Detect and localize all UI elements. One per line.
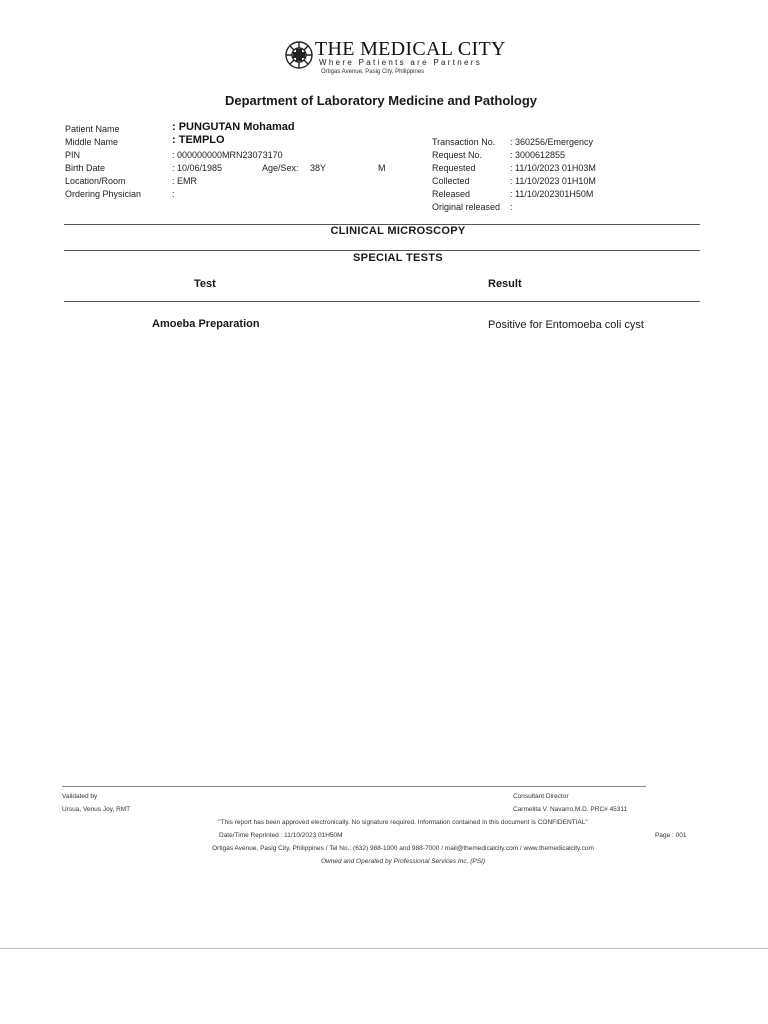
original-released-label: Original released — [432, 202, 501, 212]
footer-divider — [62, 786, 646, 787]
consultant-name: Carmelita V. Navarro,M.D. PRC# 45311 — [513, 806, 628, 813]
collected-label: Collected — [432, 176, 470, 186]
validated-by-name: Ursua, Venus Joy, RMT — [62, 806, 131, 813]
scan-edge-line — [0, 948, 768, 949]
requested-value: : 11/10/2023 01H03M — [510, 163, 596, 173]
section-title: CLINICAL MICROSCOPY — [330, 225, 466, 237]
test-name: Amoeba Preparation — [152, 318, 260, 330]
request-label: Request No. — [432, 150, 483, 160]
age-sex-label: Age/Sex: — [262, 163, 299, 173]
request-value: : 3000612855 — [510, 150, 566, 160]
divider — [64, 250, 700, 251]
collected-value: : 11/10/2023 01H10M — [510, 176, 596, 186]
pin-value: : 000000000MRN23073170 — [172, 150, 283, 160]
subsection-title: SPECIAL TESTS — [353, 252, 443, 264]
brand-tagline: Where Patients are Partners — [319, 58, 483, 67]
confidential-notice: "This report has been approved electronically. No signature required. Information contained in this document is CONFIDENTIAL" — [218, 819, 588, 826]
page-number: Page : 001 — [655, 832, 687, 839]
requested-label: Requested — [432, 163, 476, 173]
released-label: Released — [432, 189, 471, 199]
middle-name-label: Middle Name — [65, 137, 119, 147]
birth-date-value: : 10/06/1985 — [172, 163, 223, 173]
sex-value: M — [378, 163, 386, 173]
released-value: : 11/10/202301H50M — [510, 189, 594, 199]
middle-name-value: : TEMPLO — [172, 134, 225, 146]
physician-label: Ordering Physician — [65, 189, 142, 199]
birth-date-label: Birth Date — [65, 163, 106, 173]
column-header-test: Test — [194, 278, 216, 290]
contact-info: Ortigas Avenue, Pasig City, Philippines / Tel No.: (632) 988-1000 and 988-7000 / mail@themedicalcity.com / www.themedicalcity.com — [212, 845, 594, 852]
transaction-label: Transaction No. — [432, 137, 496, 147]
physician-value: : — [172, 189, 175, 199]
reprinted-datetime: Date/Time Reprinted : 11/10/2023 01H50M — [219, 832, 343, 839]
brand-address: Ortigas Avenue, Pasig City, Philippines — [321, 69, 425, 75]
logo — [282, 38, 506, 80]
consultant-label: Consultant Director — [513, 793, 569, 800]
pin-label: PIN — [65, 150, 81, 160]
transaction-value: : 360256/Emergency — [510, 137, 594, 147]
owned-operated: Owned and Operated by Professional Services Inc. (PSI) — [320, 858, 486, 865]
location-label: Location/Room — [65, 176, 126, 186]
department-title: Department of Laboratory Medicine and Pathology — [224, 93, 538, 108]
age-value: 38Y — [310, 163, 327, 173]
location-value: : EMR — [172, 176, 198, 186]
original-released-value: : — [510, 202, 513, 212]
patient-name-label: Patient Name — [65, 124, 120, 134]
column-header-result: Result — [488, 278, 522, 290]
patient-name-value: : PUNGUTAN Mohamad — [172, 121, 295, 133]
test-result: Positive for Entomoeba coli cyst — [488, 319, 644, 331]
brand-name: THE MEDICAL CITY — [315, 38, 506, 60]
medical-city-logo-icon — [282, 38, 316, 72]
validated-by-label: Validated by — [62, 793, 98, 800]
divider — [64, 301, 700, 302]
